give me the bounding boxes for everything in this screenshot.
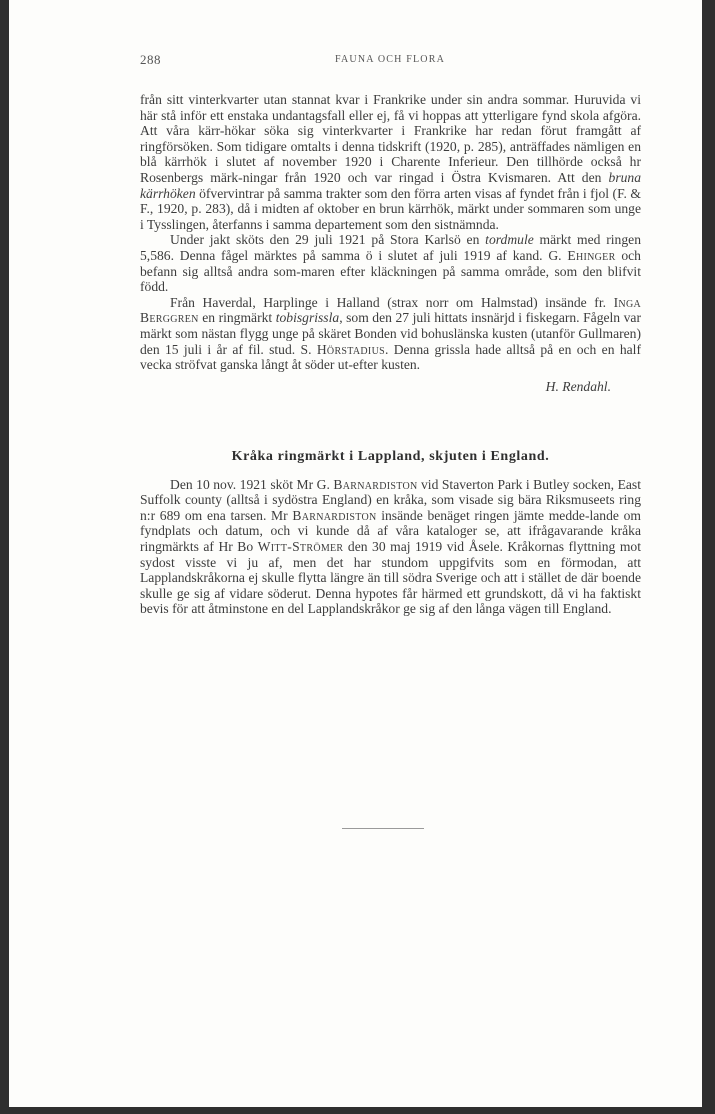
page-number: 288 — [140, 52, 161, 67]
text-run: insände benäget ringen jämte medde-lande om fyndplats och datum, och vi kunde då af våra kataloger se, att ifrågavarande kråka ringmärkts af Hr Bo — [140, 507, 641, 555]
document-page — [9, 0, 702, 1107]
paragraph — [140, 92, 641, 232]
person-name: Barnardiston — [292, 507, 377, 523]
article-kärrhök-continued — [140, 92, 641, 395]
text-run: en ringmärkt — [198, 310, 276, 326]
text-run: , som den 27 juli hittats insnärjd i fiskegarn. Fågeln var märkt som nästan flygg unge på skäret Bonden vid bohuslänska kusten (utanför Gullmaren) den 15 juli i år af fil. stud. S. — [140, 310, 641, 357]
species-name: tordmule — [485, 232, 534, 248]
section-end-rule — [342, 828, 424, 829]
species-name: tobisgrissla — [275, 310, 340, 326]
article-heading: Kråka ringmärkt i Lappland, skjuten i England. — [231, 448, 550, 464]
text-run: Under jakt sköts den 29 juli 1921 på Stora Karlsö en — [170, 232, 486, 248]
paragraph — [140, 477, 641, 617]
article-kråka-ringmärkt — [140, 449, 641, 617]
text-run: den 30 maj 1919 vid Åsele. Kråkornas flyttning mot sydost visste vi ju af, men det har stundom uppgifvits som en förmodan, att Lapplandskråkorna ej skulle flytta längre än till södra Sverige och att i stället de där boende skulle ge sig af vidare söderut. Denna hypotes får härmed ett grundskott, då vi ha faktiskt bevis för att åtminstone en del Lapplandskråkor ge sig af den långa vägen till England. — [140, 539, 642, 617]
running-head — [140, 52, 640, 72]
text-column — [140, 92, 641, 617]
person-name: Witt-Strömer — [257, 539, 344, 555]
person-name: Inga Berggren — [140, 294, 641, 326]
person-name: Hörstadius — [316, 341, 385, 357]
paragraph — [140, 295, 641, 373]
person-name: Ehinger — [567, 247, 616, 263]
text-run: . Denna grissla hade alltså på en och en half vecka ströfvat ganska långt åt söder ut-efter kusten. — [140, 341, 641, 373]
person-name: Barnardiston — [333, 476, 418, 492]
species-name: bruna kärrhöken — [140, 169, 641, 201]
journal-title: FAUNA OCH FLORA — [334, 54, 446, 65]
text-run: öfvervintrar på samma trakter som den förra arten visas af fyndet från i fjol (F. & F., 1920, p. 283), då i midten af oktober en brun kärrhök, märkt under sommaren som unge i Tysslingen, återfanns i samma departement som den sistnämnda. — [140, 185, 641, 232]
text-run: från sitt vinterkvarter utan stannat kvar i Frankrike under sin andra sommar. Huruvida vi här stå inför ett enstaka undantagsfall eller ej, få vi hoppas att ytterligare fynd skola afgöra. Att våra kärr-hökar söka sig vinterkvarter i Frankrike har redan förut framgått af ringförsöken. Som tidigare omtalts i denna tidskrift (1920, p. 285), anträffades nämligen en blå kärrhök i slutet af november 1920 i Charente Inferieur. Den tillhörde också hr Rosenbergs märk-ningar från 1920 och var ringad i Östra Kvismaren. Att den — [140, 92, 641, 185]
text-run: och befann sig alltså andra som-maren efter kläckningen på samma område, som den blifvit född. — [140, 247, 641, 295]
text-run: Den 10 nov. 1921 sköt Mr G. — [170, 476, 334, 492]
author-signature: H. Rendahl. — [545, 378, 611, 394]
paragraph — [140, 232, 641, 294]
text-run: Från Haverdal, Harplinge i Halland (strax norr om Halmstad) insände fr. — [170, 294, 614, 310]
text-run: vid Staverton Park i Butley socken, East Suffolk county (alltså i sydöstra England) en kråka, som visade sig bära Riksmuseets ring n:r 689 om ena tarsen. Mr — [140, 476, 641, 523]
text-run: märkt med ringen 5,586. Denna fågel märktes på samma ö i slutet af juli 1919 af kand. G. — [140, 232, 641, 263]
